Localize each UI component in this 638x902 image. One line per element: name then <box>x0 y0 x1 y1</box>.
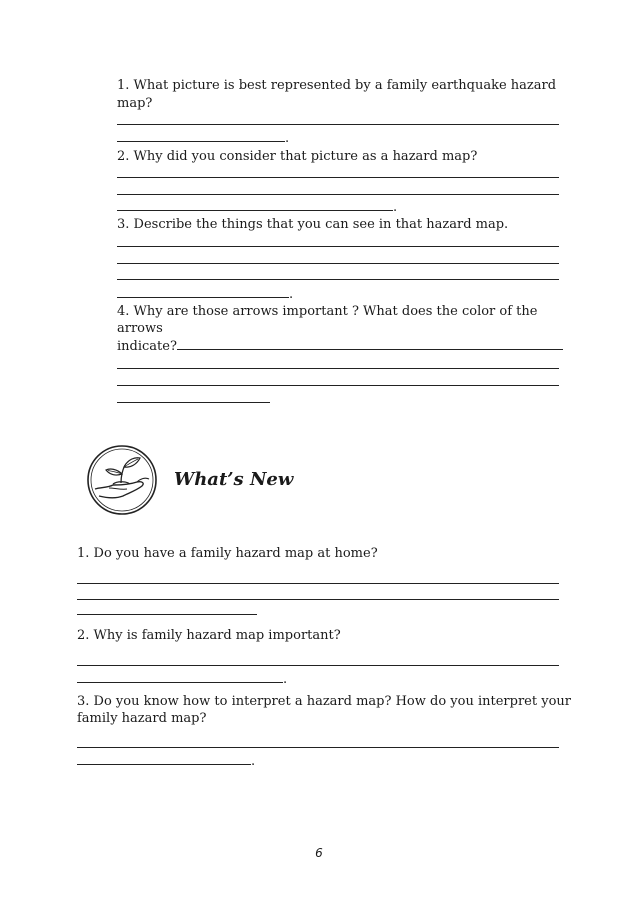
answer-line[interactable] <box>77 747 559 748</box>
answer-line[interactable] <box>117 297 289 298</box>
question-a4-line2: arrows <box>117 321 163 336</box>
answer-line[interactable] <box>117 124 559 125</box>
question-a3: 3. Describe the things that you can see in that hazard map. <box>117 217 509 232</box>
page-number: 6 <box>315 846 323 860</box>
answer-line[interactable] <box>117 246 559 247</box>
answer-line[interactable] <box>117 279 559 280</box>
answer-period: . <box>283 672 288 687</box>
question-b3-line2: family hazard map? <box>77 711 207 726</box>
answer-line[interactable] <box>117 194 559 195</box>
question-b1: 1. Do you have a family hazard map at home? <box>77 546 378 561</box>
question-a1-line2: map? <box>117 96 153 111</box>
answer-line[interactable] <box>77 665 559 666</box>
answer-line[interactable] <box>177 337 563 350</box>
answer-line[interactable] <box>77 583 559 584</box>
answer-line[interactable] <box>117 177 559 178</box>
answer-line[interactable] <box>77 682 283 683</box>
answer-period: . <box>289 287 294 302</box>
answer-line[interactable] <box>77 614 257 615</box>
answer-line[interactable] <box>117 385 559 386</box>
question-b3-line1: 3. Do you know how to interpret a hazard map? How do you interpret your <box>77 694 571 709</box>
hand-holding-seedling-icon <box>85 443 159 517</box>
answer-line[interactable] <box>117 210 393 211</box>
answer-period: . <box>285 131 290 146</box>
question-a1-line1: 1. What picture is best represented by a family earthquake hazard <box>117 78 557 93</box>
question-a4-line1: 4. Why are those arrows important ? What does the color of the <box>117 304 538 319</box>
answer-line[interactable] <box>117 263 559 264</box>
answer-line[interactable] <box>117 368 559 369</box>
answer-line[interactable] <box>117 402 270 403</box>
section-title: What’s New <box>174 469 294 490</box>
answer-line[interactable] <box>77 764 251 765</box>
answer-line[interactable] <box>77 599 559 600</box>
question-b2: 2. Why is family hazard map important? <box>77 628 341 643</box>
answer-line[interactable] <box>117 141 285 142</box>
question-a4-label: indicate? <box>117 339 177 354</box>
answer-period: . <box>393 200 398 215</box>
question-a4-line3 <box>117 337 563 355</box>
answer-period: . <box>251 754 256 769</box>
question-a2: 2. Why did you consider that picture as a hazard map? <box>117 149 478 164</box>
